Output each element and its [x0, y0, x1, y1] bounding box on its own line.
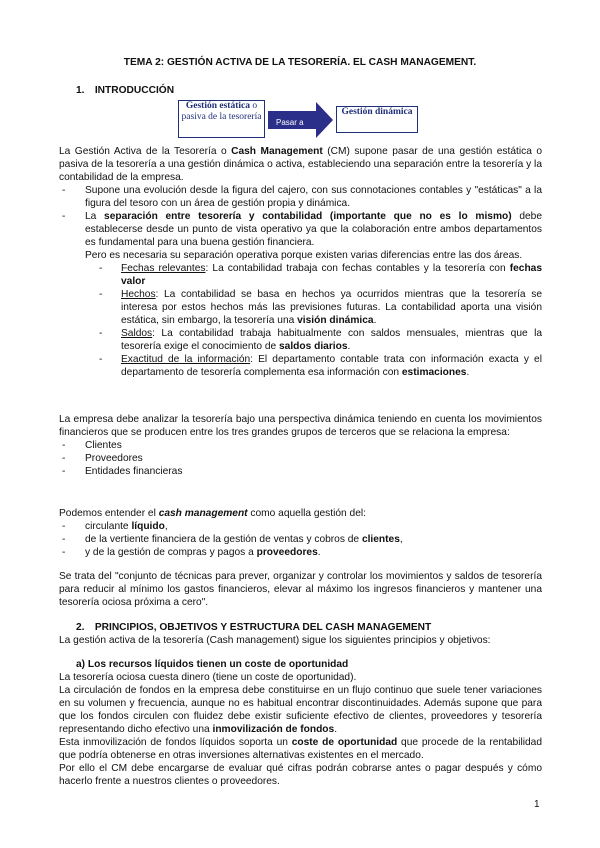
groups-list — [59, 439, 542, 478]
text: que procede de la rentabilidad que podría obtenerse en otras inversiones alternativas existentes en el mercado. — [59, 737, 542, 761]
text: La circulación de fondos en la empresa debe constituirse en un flujo continuo que suele tener variaciones en su volumen y frecuencia, aunque no es habitual encontrar discontinuidades. Además supone que para que los fondos circulen con fluidez debe existir suficiente efectivo de clientes, proveedores y tesorería representando dicho efectivo una — [59, 685, 542, 735]
text: . — [373, 315, 377, 326]
intro-paragraph — [59, 145, 542, 184]
underlined-term: Hechos — [121, 289, 156, 300]
intro-block — [59, 145, 542, 379]
bold-text: visión dinámica — [297, 315, 374, 326]
bold-text: inmovilización de fondos — [212, 724, 335, 735]
differences-list — [59, 262, 542, 379]
section-2-label: PRINCIPIOS, OBJETIVOS Y ESTRUCTURA DEL CASH MANAGEMENT — [94, 622, 432, 633]
text: Podemos entender el — [59, 508, 159, 519]
static-management-box — [178, 100, 265, 138]
bold-text: proveedores — [256, 547, 318, 558]
dynamic-management-box — [336, 106, 418, 133]
groups-paragraph: La empresa debe analizar la tesorería bajo una perspectiva dinámica teniendo en cuenta los movimientos financieros que se producen entre los tres grandes grupos de terceros que se relaciona la empresa: — [59, 414, 542, 438]
paragraph — [59, 684, 542, 736]
static-box-bold: Gestión estática — [185, 101, 250, 111]
text: : La contabilidad trabaja con fechas contables y la tesorería con — [205, 263, 510, 274]
principles-paragraph: La gestión activa de la tesorería (Cash management) sigue los siguientes principios y objetivos: — [59, 635, 491, 646]
text: . — [347, 341, 351, 352]
text: , — [399, 534, 403, 545]
cash-management-term: cash management — [158, 508, 248, 519]
text: . — [466, 367, 470, 378]
bold-text: estimaciones — [401, 367, 467, 378]
text: Esta inmovilización de fondos líquidos soporta un — [59, 737, 292, 748]
section-1-heading — [76, 84, 174, 97]
text: . — [334, 724, 338, 735]
bold-text: saldos diarios — [279, 341, 348, 352]
list-item — [59, 288, 542, 327]
text: : La contabilidad trabaja habitualmente con saldos mensuales, mientras que la tesorería exige el conocimiento de — [121, 328, 542, 352]
text: Pero es necesaria su separación operativa porque existen varias diferencias entre las dos áreas. — [85, 250, 523, 261]
quote-paragraph: Se trata del "conjunto de técnicas para prever, organizar y controlar los movimientos y saldos de tesorería para reducir al mínimo los gastos financieros, elevar al máximo los ingresos financieros y mantener una tesorería ociosa próxima a cero". — [59, 571, 542, 608]
page-number: 1 — [534, 799, 540, 810]
management-list — [59, 520, 542, 559]
paragraph — [59, 736, 542, 762]
bold-text: fechas valor — [121, 263, 542, 287]
text: de la vertiente financiera de la gestión de ventas y cobros de — [85, 534, 362, 545]
arrow-label: Pasar a — [276, 118, 304, 127]
definition-paragraph — [59, 507, 542, 520]
subsection-a-heading: a) Los recursos líquidos tienen un coste de oportunidad — [76, 659, 349, 670]
list-item — [59, 327, 542, 353]
text: circulante — [85, 521, 132, 532]
text: La — [85, 211, 105, 222]
subsection-a-body — [59, 671, 542, 788]
groups-block — [59, 413, 542, 478]
definition-quote-block — [59, 570, 542, 609]
paragraph: Por ello el CM debe encargarse de evaluar qué cifras podrán cobrarse antes o pagar después y cómo hacerlo frente a nuestros clientes o proveedores. — [59, 763, 542, 787]
text: Supone una evolución desde la figura del cajero, con sus connotaciones contables y "estáticas" a la figura del tesoro con un área de gestión propia y dinámica. — [85, 185, 542, 209]
page-title: TEMA 2: GESTIÓN ACTIVA DE LA TESORERÍA. EL CASH MANAGEMENT. — [123, 57, 477, 68]
section-1-label: INTRODUCCIÓN — [94, 85, 175, 96]
text: : La contabilidad se basa en hechos ya ocurridos mientras que la tesorería se interesa por estos hechos más las previsiones futuras. La contabilidad aporta una visión estática, sin embargo, la tesorería una — [121, 289, 542, 326]
list-item — [59, 520, 542, 533]
list-item — [59, 533, 542, 546]
underlined-term: Exactitud de la información — [121, 354, 251, 365]
bold-text: separación entre tesorería y contabilidad (importante que no es lo mismo) — [104, 211, 512, 222]
section-1-number: 1. — [76, 85, 85, 96]
principles-intro — [59, 634, 542, 647]
static-box-rest: o pasiva de la tesorería — [181, 101, 262, 122]
list-item — [59, 210, 542, 262]
bold-text: clientes — [361, 534, 400, 545]
list-item: - Entidades financieras — [59, 465, 542, 478]
intro-list — [59, 184, 542, 262]
list-item — [59, 546, 542, 559]
dynamic-box-text: Gestión dinámica — [341, 107, 413, 117]
text: La Gestión Activa de la Tesorería o — [59, 146, 232, 157]
list-item — [59, 184, 542, 210]
text: (CM) supone pasar de una gestión estática o pasiva de la tesorería a una gestión dinámica o activa, estableciendo una separación entre la tesorería y la contabilidad de la empresa. — [59, 146, 542, 183]
text: , — [164, 521, 168, 532]
text: . — [317, 547, 321, 558]
static-to-dynamic-diagram — [178, 100, 418, 140]
text: debe establecerse desde un punto de vista operativo ya que la colaboración entre ambos departamentos es fundamental para una buena gestión financiera. — [85, 211, 542, 248]
bold-text: coste de oportunidad — [291, 737, 398, 748]
list-item: - Clientes — [59, 439, 542, 452]
paragraph: La tesorería ociosa cuesta dinero (tiene un coste de oportunidad). — [59, 672, 357, 683]
text: y de la gestión de compras y pagos a — [85, 547, 257, 558]
bold-text: líquido — [131, 521, 165, 532]
list-item — [59, 262, 542, 288]
text: : El departamento contable trata con información exacta y el departamento de tesorería complementa esa información con — [121, 354, 542, 378]
section-2-heading — [76, 621, 431, 634]
cash-management-def-block — [59, 507, 542, 559]
text: como aquella gestión del: — [247, 508, 366, 519]
underlined-term: Fechas relevantes — [121, 263, 206, 274]
cash-management-term: Cash Management — [231, 146, 323, 157]
underlined-term: Saldos — [121, 328, 153, 339]
list-item — [59, 353, 542, 379]
list-item: - Proveedores — [59, 452, 542, 465]
section-2-number: 2. — [76, 622, 85, 633]
